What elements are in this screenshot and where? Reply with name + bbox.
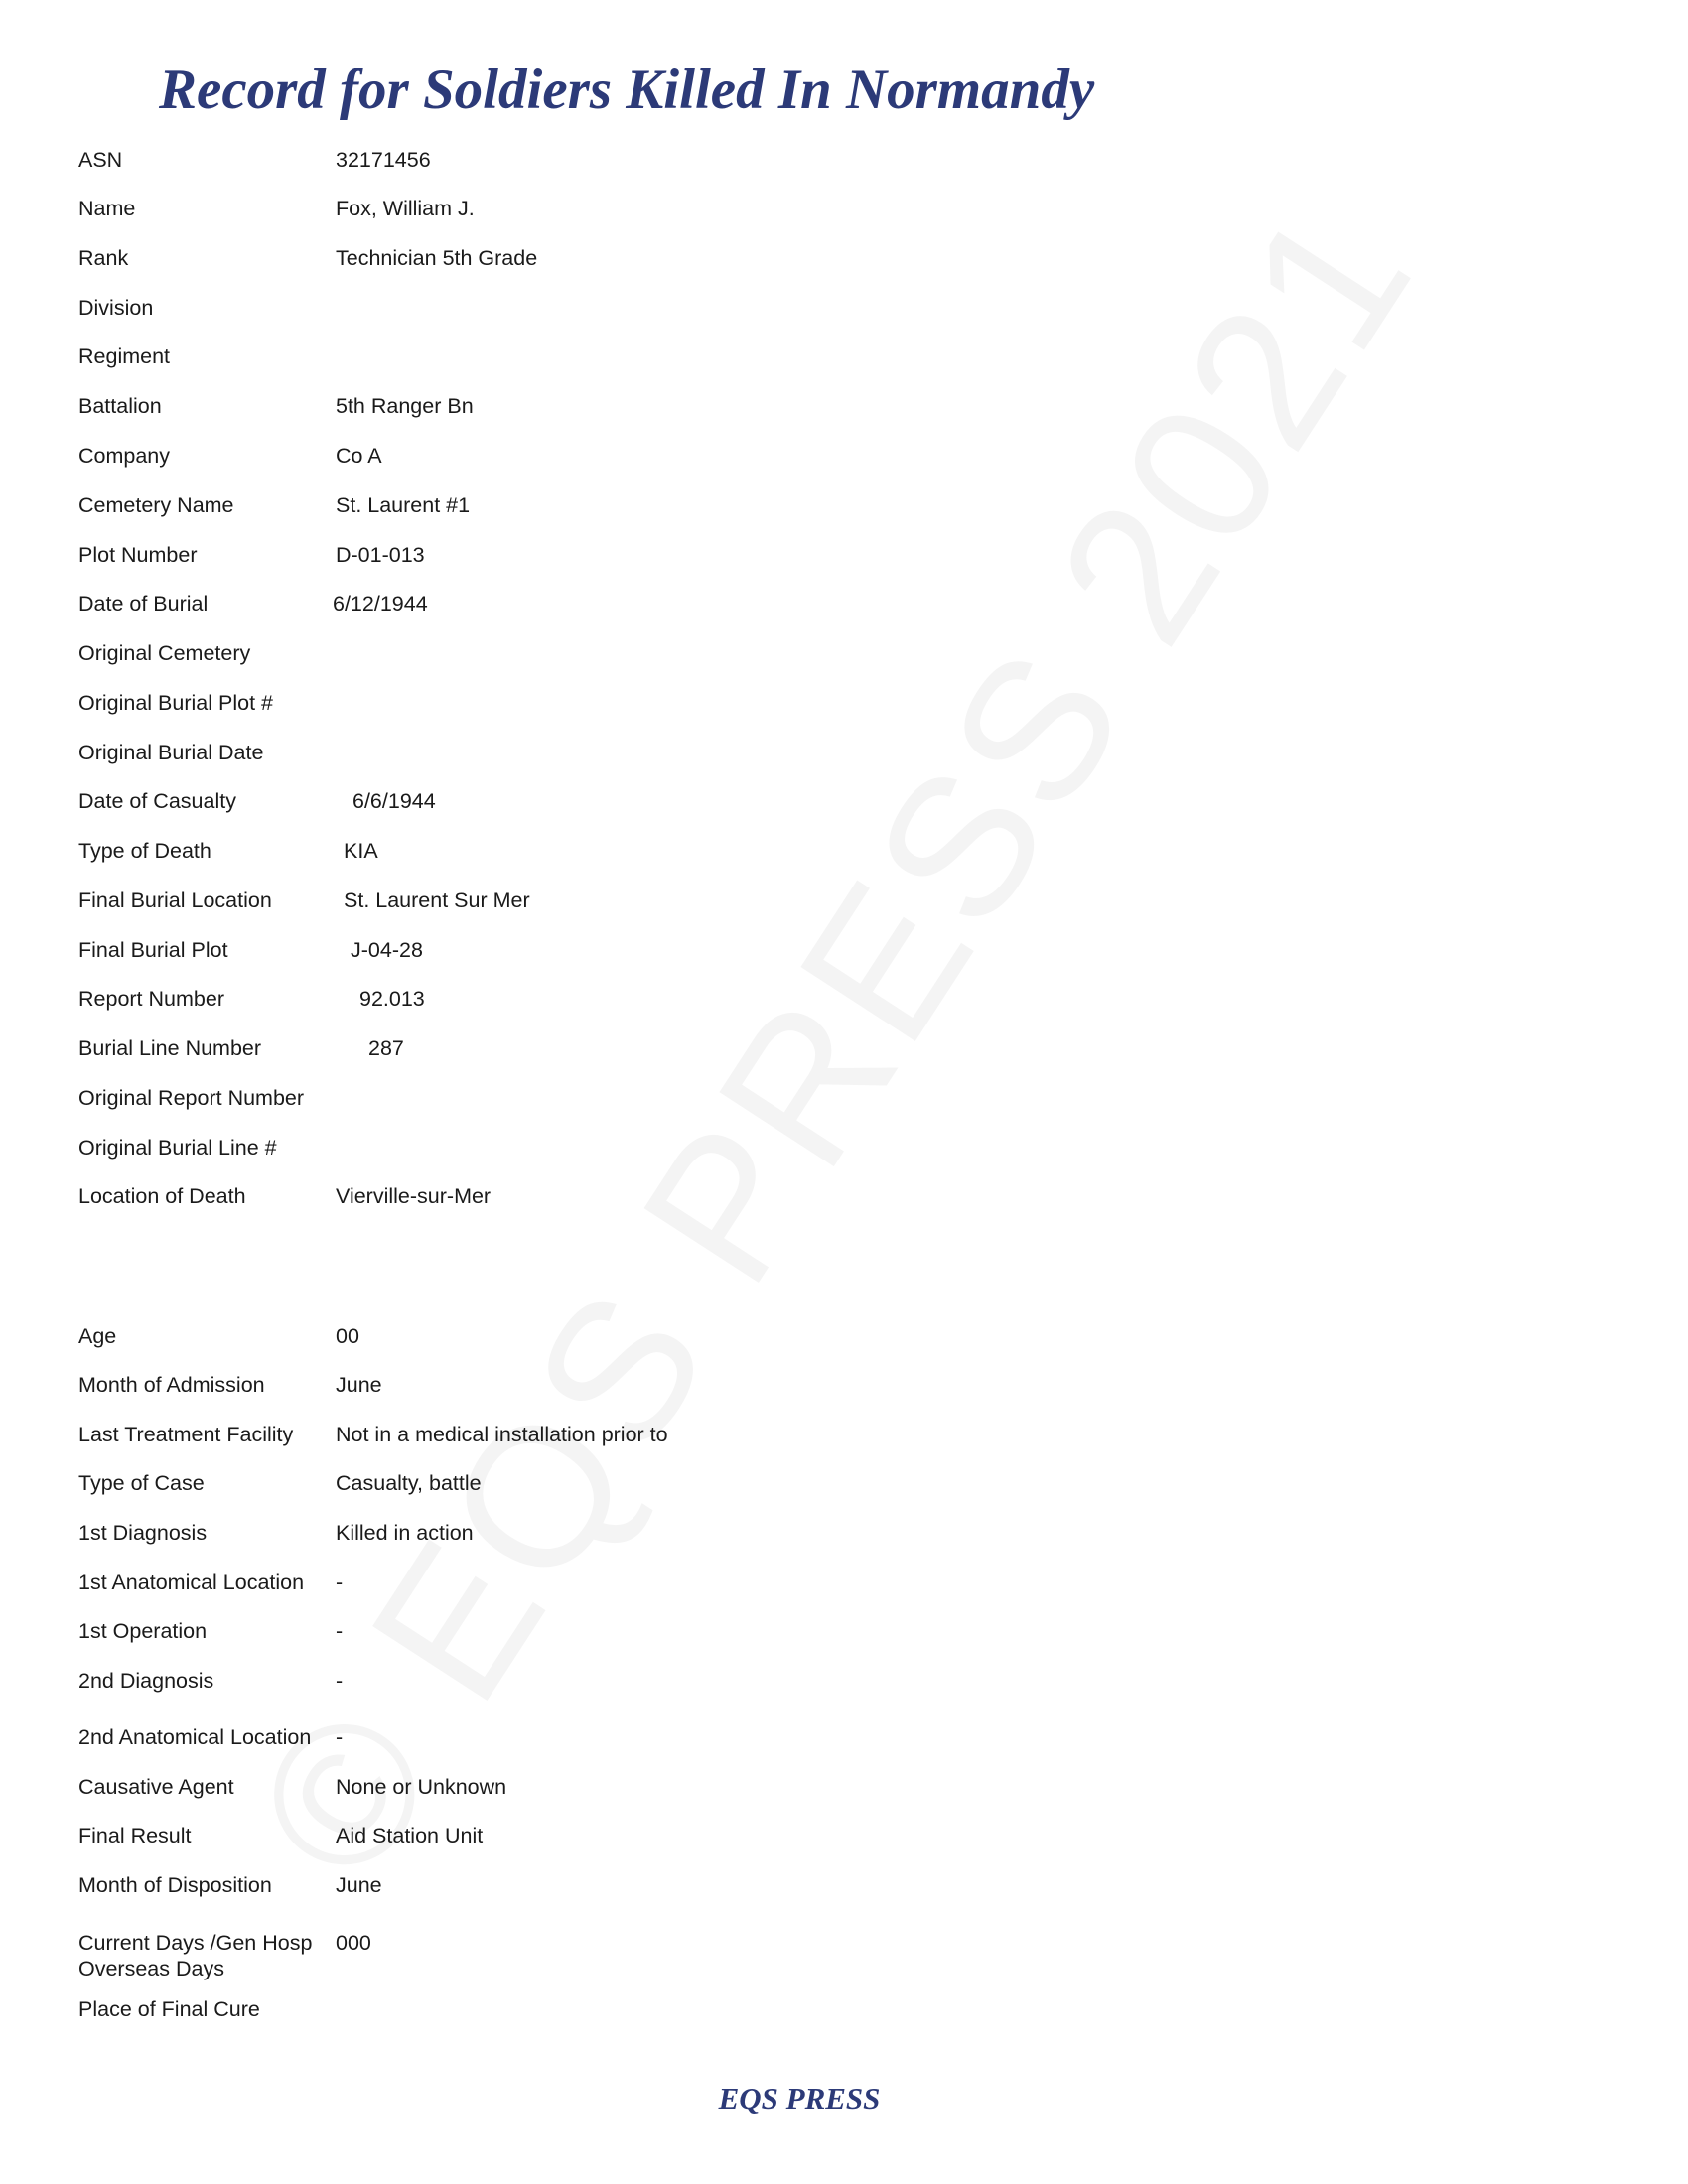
record-row bbox=[0, 1470, 1688, 1510]
field-label: Rank bbox=[78, 246, 129, 270]
record-row bbox=[0, 1035, 1688, 1075]
field-value: J-04-28 bbox=[351, 938, 423, 962]
field-value: June bbox=[336, 1873, 382, 1897]
record-row bbox=[0, 1520, 1688, 1560]
field-label: Place of Final Cure bbox=[78, 1997, 260, 2021]
field-value: - bbox=[336, 1725, 344, 1749]
field-value: 6/6/1944 bbox=[352, 789, 436, 813]
field-value: - bbox=[336, 1669, 344, 1693]
field-label: Month of Admission bbox=[78, 1373, 265, 1397]
field-label: Location of Death bbox=[78, 1184, 246, 1208]
field-label: Company bbox=[78, 444, 171, 468]
record-row bbox=[0, 1872, 1688, 1912]
record-row bbox=[0, 591, 1688, 630]
record-row bbox=[0, 640, 1688, 680]
record-row bbox=[0, 245, 1688, 285]
field-label: Final Result bbox=[78, 1824, 192, 1847]
field-value: 6/12/1944 bbox=[333, 592, 428, 615]
record-row bbox=[0, 740, 1688, 779]
record-row bbox=[0, 1618, 1688, 1658]
field-label: Regiment bbox=[78, 344, 171, 368]
record-row bbox=[0, 1774, 1688, 1814]
field-label: Battalion bbox=[78, 394, 162, 418]
field-label: 1st Diagnosis bbox=[78, 1521, 208, 1545]
record-row bbox=[0, 1085, 1688, 1125]
field-value: St. Laurent #1 bbox=[336, 493, 471, 517]
field-label: 2nd Diagnosis bbox=[78, 1669, 214, 1693]
field-value: - bbox=[336, 1619, 344, 1643]
field-value: Aid Station Unit bbox=[336, 1824, 484, 1847]
record-row bbox=[0, 196, 1688, 235]
record-row bbox=[0, 1570, 1688, 1609]
field-label: Date of Burial bbox=[78, 592, 209, 615]
field-value: June bbox=[336, 1373, 382, 1397]
field-label: Type of Case bbox=[78, 1471, 205, 1495]
field-label: Month of Disposition bbox=[78, 1873, 272, 1897]
record-row bbox=[0, 343, 1688, 383]
field-label: Date of Casualty bbox=[78, 789, 236, 813]
field-value: 5th Ranger Bn bbox=[336, 394, 474, 418]
field-label: Final Burial Location bbox=[78, 888, 272, 912]
record-row bbox=[0, 1372, 1688, 1412]
field-label: 2nd Anatomical Location bbox=[78, 1725, 312, 1749]
record-row bbox=[0, 690, 1688, 730]
record-row bbox=[0, 1323, 1688, 1363]
field-value: - bbox=[336, 1570, 344, 1594]
field-label: Plot Number bbox=[78, 543, 198, 567]
field-value: Vierville-sur-Mer bbox=[336, 1184, 492, 1208]
record-row bbox=[0, 1135, 1688, 1174]
record-row bbox=[0, 542, 1688, 582]
field-value: KIA bbox=[344, 839, 378, 863]
record-row bbox=[0, 1930, 1688, 1980]
field-value: None or Unknown bbox=[336, 1775, 507, 1799]
page-title: Record for Soldiers Killed In Normandy bbox=[159, 59, 1095, 121]
record-row bbox=[0, 838, 1688, 878]
field-label: Original Burial Line # bbox=[78, 1136, 277, 1160]
field-label: Burial Line Number bbox=[78, 1036, 262, 1060]
field-value: Technician 5th Grade bbox=[336, 246, 538, 270]
record-row bbox=[0, 887, 1688, 927]
field-value: Casualty, battle bbox=[336, 1471, 482, 1495]
record-row bbox=[0, 443, 1688, 482]
record-row bbox=[0, 1668, 1688, 1707]
field-label: Original Burial Plot # bbox=[78, 691, 273, 715]
field-value: Co A bbox=[336, 444, 382, 468]
field-label: 1st Operation bbox=[78, 1619, 208, 1643]
record-row bbox=[0, 986, 1688, 1025]
field-value: 00 bbox=[336, 1324, 359, 1348]
field-label: ASN bbox=[78, 148, 123, 172]
field-value: 287 bbox=[368, 1036, 404, 1060]
field-label: Last Treatment Facility bbox=[78, 1423, 294, 1446]
record-row bbox=[0, 1183, 1688, 1223]
record-row bbox=[0, 147, 1688, 187]
field-label: Division bbox=[78, 296, 154, 320]
record-row bbox=[0, 1996, 1688, 2036]
field-value: 000 bbox=[336, 1931, 371, 1955]
field-label: Type of Death bbox=[78, 839, 211, 863]
record-row bbox=[0, 1823, 1688, 1862]
field-label: Report Number bbox=[78, 987, 224, 1011]
record-row bbox=[0, 1724, 1688, 1764]
field-label: 1st Anatomical Location bbox=[78, 1570, 305, 1594]
field-label: Original Burial Date bbox=[78, 741, 264, 764]
field-label: Original Report Number bbox=[78, 1086, 305, 1110]
field-label: Final Burial Plot bbox=[78, 938, 228, 962]
field-value: 92.013 bbox=[359, 987, 425, 1011]
record-row bbox=[0, 937, 1688, 977]
field-value: St. Laurent Sur Mer bbox=[344, 888, 530, 912]
field-label: Cemetery Name bbox=[78, 493, 234, 517]
record-row bbox=[0, 492, 1688, 532]
record-row bbox=[0, 295, 1688, 335]
field-value: 32171456 bbox=[336, 148, 431, 172]
record-row bbox=[0, 393, 1688, 433]
record-row bbox=[0, 1422, 1688, 1461]
field-label: Original Cemetery bbox=[78, 641, 251, 665]
field-value: Not in a medical installation prior to bbox=[336, 1423, 668, 1446]
field-label: Age bbox=[78, 1324, 117, 1348]
publisher-footer: EQS PRESS bbox=[718, 2081, 881, 2116]
record-row bbox=[0, 788, 1688, 828]
field-value: D-01-013 bbox=[336, 543, 425, 567]
field-label: Name bbox=[78, 197, 136, 220]
field-value: Killed in action bbox=[336, 1521, 474, 1545]
field-label: Current Days /Gen Hosp Overseas Days bbox=[78, 1931, 313, 1980]
field-value: Fox, William J. bbox=[336, 197, 475, 220]
field-label: Causative Agent bbox=[78, 1775, 234, 1799]
